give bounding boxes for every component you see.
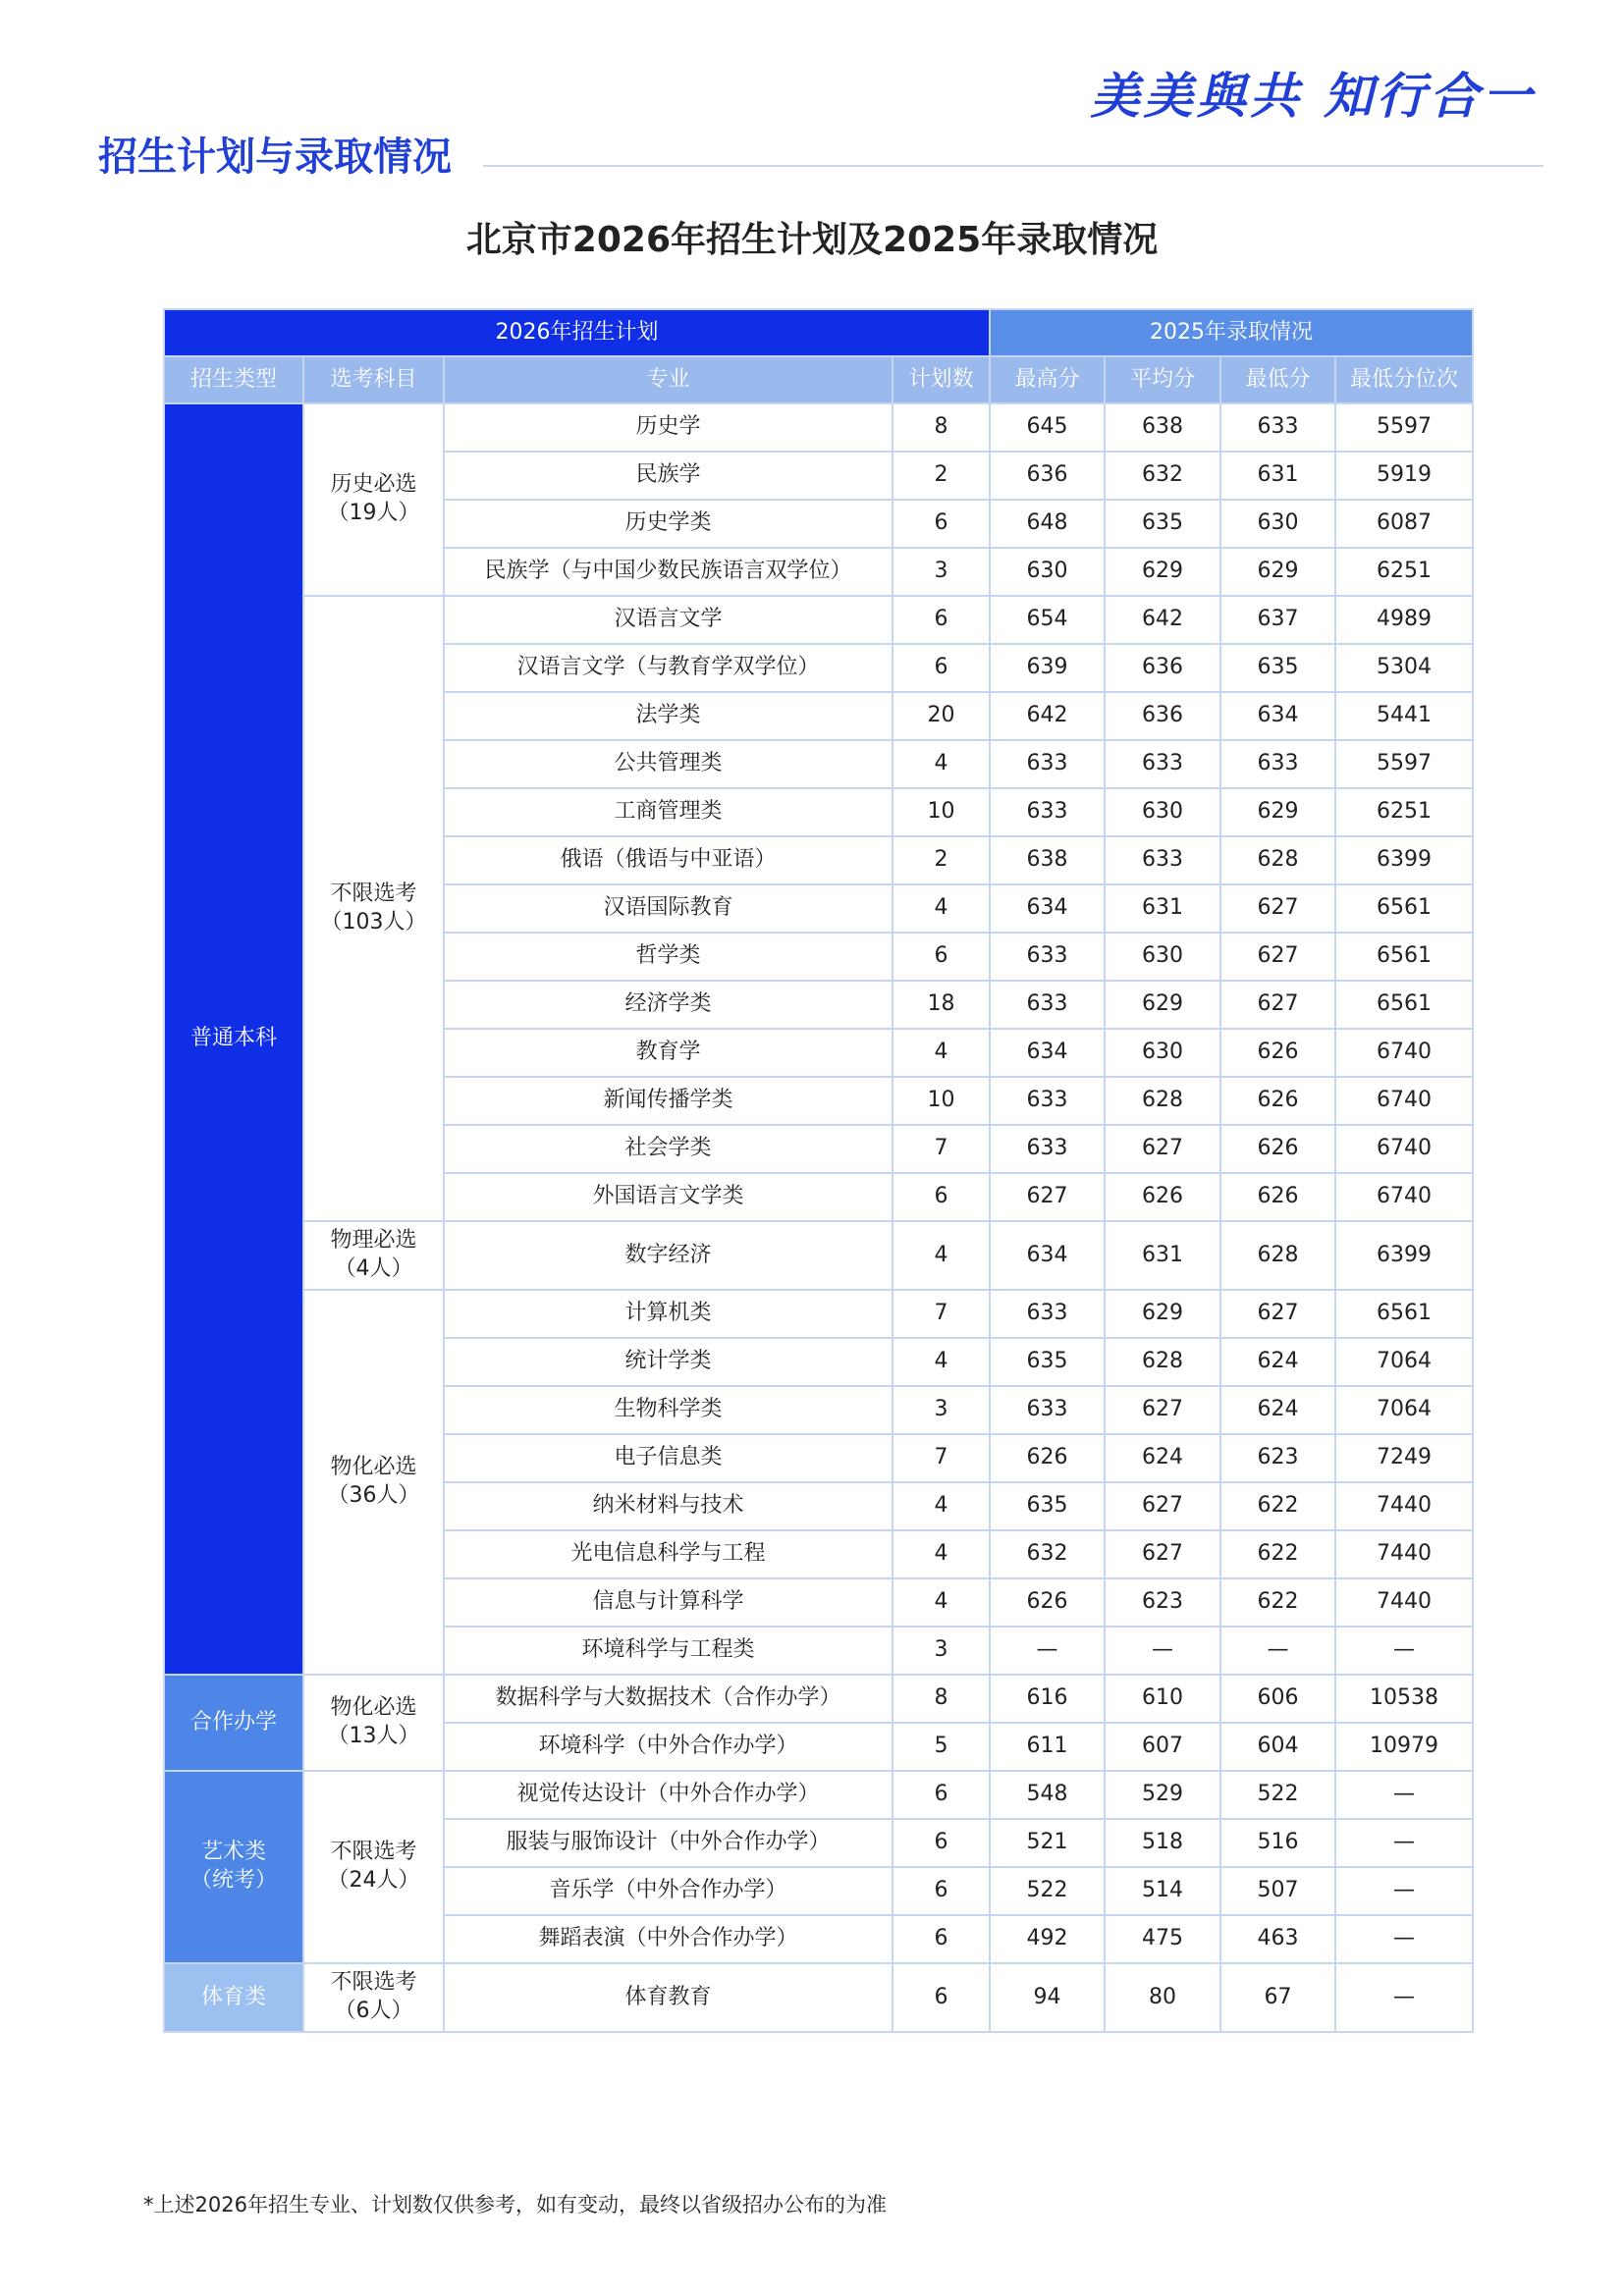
result-group-header: 2025年录取情况 [990, 309, 1473, 356]
avg-score-cell: 631 [1105, 1221, 1220, 1290]
plan-count-cell: 6 [893, 644, 990, 692]
plan-count-cell: 3 [893, 1386, 990, 1434]
min-rank-cell: 5597 [1335, 740, 1473, 788]
max-score-cell: 633 [990, 740, 1105, 788]
school-motto: 美美與共 知行合一 [1090, 67, 1536, 125]
min-rank-cell: 7440 [1335, 1530, 1473, 1578]
min-score-cell: 634 [1220, 692, 1335, 740]
major-cell: 光电信息科学与工程 [444, 1530, 893, 1578]
avg-score-cell: 642 [1105, 596, 1220, 644]
min-rank-cell: 6087 [1335, 500, 1473, 548]
major-cell: 法学类 [444, 692, 893, 740]
max-score-cell: 633 [990, 1386, 1105, 1434]
plan-count-cell: 4 [893, 1221, 990, 1290]
major-cell: 统计学类 [444, 1338, 893, 1386]
max-score-cell: 635 [990, 1338, 1105, 1386]
min-rank-cell: — [1335, 1819, 1473, 1867]
min-score-cell: 624 [1220, 1338, 1335, 1386]
max-score-cell: 648 [990, 500, 1105, 548]
column-header: 最高分 [990, 356, 1105, 403]
table-row [164, 1771, 1473, 1819]
min-rank-cell: 7064 [1335, 1338, 1473, 1386]
min-score-cell: 507 [1220, 1867, 1335, 1915]
min-rank-cell: 5304 [1335, 644, 1473, 692]
plan-count-cell: 8 [893, 403, 990, 452]
table-row [164, 1963, 1473, 2032]
min-score-cell: 604 [1220, 1723, 1335, 1771]
plan-count-cell: 4 [893, 1338, 990, 1386]
min-score-cell: 627 [1220, 884, 1335, 933]
min-score-cell: 627 [1220, 981, 1335, 1029]
table-row [164, 403, 1473, 452]
category-cell: 普通本科 [164, 403, 303, 1675]
avg-score-cell: 629 [1105, 1290, 1220, 1338]
min-score-cell: 630 [1220, 500, 1335, 548]
max-score-cell: 633 [990, 981, 1105, 1029]
min-rank-cell: 7249 [1335, 1434, 1473, 1482]
avg-score-cell: 610 [1105, 1675, 1220, 1723]
major-cell: 公共管理类 [444, 740, 893, 788]
plan-count-cell: 6 [893, 1819, 990, 1867]
min-score-cell: — [1220, 1627, 1335, 1675]
table-body [164, 403, 1473, 2032]
max-score-cell: 633 [990, 1125, 1105, 1173]
min-rank-cell: — [1335, 1771, 1473, 1819]
min-score-cell: 633 [1220, 740, 1335, 788]
subject-cell: 物化必选 （36人） [303, 1290, 444, 1675]
avg-score-cell: 633 [1105, 836, 1220, 884]
min-score-cell: 622 [1220, 1482, 1335, 1530]
avg-score-cell: 475 [1105, 1915, 1220, 1963]
major-cell: 工商管理类 [444, 788, 893, 836]
column-header: 招生类型 [164, 356, 303, 403]
max-score-cell: 611 [990, 1723, 1105, 1771]
min-rank-cell: 4989 [1335, 596, 1473, 644]
avg-score-cell: 626 [1105, 1173, 1220, 1221]
avg-score-cell: 629 [1105, 548, 1220, 596]
avg-score-cell: 629 [1105, 981, 1220, 1029]
min-rank-cell: 6561 [1335, 884, 1473, 933]
min-rank-cell: 6561 [1335, 933, 1473, 981]
max-score-cell: 654 [990, 596, 1105, 644]
max-score-cell: 616 [990, 1675, 1105, 1723]
major-cell: 视觉传达设计（中外合作办学） [444, 1771, 893, 1819]
min-score-cell: 624 [1220, 1386, 1335, 1434]
max-score-cell: 548 [990, 1771, 1105, 1819]
plan-count-cell: 6 [893, 596, 990, 644]
min-score-cell: 631 [1220, 452, 1335, 500]
min-score-cell: 622 [1220, 1578, 1335, 1627]
plan-count-cell: 6 [893, 1963, 990, 2032]
max-score-cell: 633 [990, 788, 1105, 836]
plan-count-cell: 4 [893, 1029, 990, 1077]
min-score-cell: 626 [1220, 1029, 1335, 1077]
plan-count-cell: 8 [893, 1675, 990, 1723]
major-cell: 历史学类 [444, 500, 893, 548]
min-rank-cell: 5441 [1335, 692, 1473, 740]
major-cell: 数字经济 [444, 1221, 893, 1290]
table-row [164, 596, 1473, 644]
major-cell: 历史学 [444, 403, 893, 452]
min-score-cell: 626 [1220, 1173, 1335, 1221]
max-score-cell: 638 [990, 836, 1105, 884]
admission-table [163, 308, 1474, 2033]
min-rank-cell: 6561 [1335, 1290, 1473, 1338]
avg-score-cell: 638 [1105, 403, 1220, 452]
major-cell: 社会学类 [444, 1125, 893, 1173]
min-score-cell: 522 [1220, 1771, 1335, 1819]
major-cell: 计算机类 [444, 1290, 893, 1338]
avg-score-cell: 636 [1105, 692, 1220, 740]
max-score-cell: 626 [990, 1434, 1105, 1482]
avg-score-cell: 633 [1105, 740, 1220, 788]
major-cell: 新闻传播学类 [444, 1077, 893, 1125]
major-cell: 民族学（与中国少数民族语言双学位） [444, 548, 893, 596]
max-score-cell: 630 [990, 548, 1105, 596]
plan-count-cell: 5 [893, 1723, 990, 1771]
min-rank-cell: — [1335, 1867, 1473, 1915]
max-score-cell: 632 [990, 1530, 1105, 1578]
min-score-cell: 626 [1220, 1125, 1335, 1173]
category-cell: 体育类 [164, 1963, 303, 2032]
plan-count-cell: 6 [893, 500, 990, 548]
plan-count-cell: 4 [893, 1482, 990, 1530]
avg-score-cell: 623 [1105, 1578, 1220, 1627]
major-cell: 经济学类 [444, 981, 893, 1029]
avg-score-cell: 627 [1105, 1386, 1220, 1434]
min-score-cell: 606 [1220, 1675, 1335, 1723]
min-rank-cell: 7064 [1335, 1386, 1473, 1434]
min-rank-cell: 5597 [1335, 403, 1473, 452]
max-score-cell: 635 [990, 1482, 1105, 1530]
major-cell: 民族学 [444, 452, 893, 500]
min-score-cell: 622 [1220, 1530, 1335, 1578]
max-score-cell: 642 [990, 692, 1105, 740]
plan-count-cell: 4 [893, 1578, 990, 1627]
subject-cell: 物化必选 （13人） [303, 1675, 444, 1771]
major-cell: 电子信息类 [444, 1434, 893, 1482]
column-header: 平均分 [1105, 356, 1220, 403]
major-cell: 服装与服饰设计（中外合作办学） [444, 1819, 893, 1867]
major-cell: 汉语国际教育 [444, 884, 893, 933]
avg-score-cell: 630 [1105, 933, 1220, 981]
max-score-cell: 633 [990, 1290, 1105, 1338]
plan-count-cell: 7 [893, 1434, 990, 1482]
major-cell: 教育学 [444, 1029, 893, 1077]
max-score-cell: 633 [990, 933, 1105, 981]
max-score-cell: 634 [990, 884, 1105, 933]
max-score-cell: 94 [990, 1963, 1105, 2032]
min-rank-cell: 7440 [1335, 1578, 1473, 1627]
max-score-cell: 645 [990, 403, 1105, 452]
column-header: 计划数 [893, 356, 990, 403]
avg-score-cell: 632 [1105, 452, 1220, 500]
subject-cell: 物理必选 （4人） [303, 1221, 444, 1290]
max-score-cell: 634 [990, 1221, 1105, 1290]
plan-count-cell: 4 [893, 1530, 990, 1578]
avg-score-cell: — [1105, 1627, 1220, 1675]
min-rank-cell: 6399 [1335, 836, 1473, 884]
avg-score-cell: 624 [1105, 1434, 1220, 1482]
avg-score-cell: 80 [1105, 1963, 1220, 2032]
plan-count-cell: 7 [893, 1125, 990, 1173]
min-rank-cell: 10538 [1335, 1675, 1473, 1723]
table-row [164, 1290, 1473, 1338]
plan-count-cell: 3 [893, 548, 990, 596]
category-cell: 合作办学 [164, 1675, 303, 1771]
major-cell: 汉语言文学 [444, 596, 893, 644]
major-cell: 俄语（俄语与中亚语） [444, 836, 893, 884]
major-cell: 信息与计算科学 [444, 1578, 893, 1627]
group-header-row [164, 309, 1473, 356]
min-score-cell: 463 [1220, 1915, 1335, 1963]
column-header: 选考科目 [303, 356, 444, 403]
max-score-cell: 492 [990, 1915, 1105, 1963]
min-rank-cell: 5919 [1335, 452, 1473, 500]
plan-count-cell: 6 [893, 1771, 990, 1819]
plan-count-cell: 2 [893, 452, 990, 500]
min-score-cell: 637 [1220, 596, 1335, 644]
avg-score-cell: 630 [1105, 1029, 1220, 1077]
section-divider [483, 165, 1543, 167]
min-rank-cell: 7440 [1335, 1482, 1473, 1530]
plan-count-cell: 20 [893, 692, 990, 740]
avg-score-cell: 514 [1105, 1867, 1220, 1915]
avg-score-cell: 529 [1105, 1771, 1220, 1819]
min-score-cell: 629 [1220, 788, 1335, 836]
major-cell: 哲学类 [444, 933, 893, 981]
min-score-cell: 628 [1220, 1221, 1335, 1290]
min-score-cell: 627 [1220, 1290, 1335, 1338]
subject-cell: 不限选考 （103人） [303, 596, 444, 1221]
avg-score-cell: 607 [1105, 1723, 1220, 1771]
min-score-cell: 626 [1220, 1077, 1335, 1125]
min-rank-cell: — [1335, 1963, 1473, 2032]
min-score-cell: 635 [1220, 644, 1335, 692]
major-cell: 汉语言文学（与教育学双学位） [444, 644, 893, 692]
plan-count-cell: 6 [893, 1867, 990, 1915]
min-rank-cell: — [1335, 1915, 1473, 1963]
major-cell: 环境科学（中外合作办学） [444, 1723, 893, 1771]
min-rank-cell: 6251 [1335, 548, 1473, 596]
min-score-cell: 623 [1220, 1434, 1335, 1482]
min-score-cell: 67 [1220, 1963, 1335, 2032]
min-score-cell: 516 [1220, 1819, 1335, 1867]
major-cell: 体育教育 [444, 1963, 893, 2032]
max-score-cell: 522 [990, 1867, 1105, 1915]
avg-score-cell: 627 [1105, 1482, 1220, 1530]
avg-score-cell: 628 [1105, 1338, 1220, 1386]
major-cell: 环境科学与工程类 [444, 1627, 893, 1675]
subject-cell: 不限选考 （24人） [303, 1771, 444, 1963]
min-rank-cell: 6740 [1335, 1125, 1473, 1173]
max-score-cell: 634 [990, 1029, 1105, 1077]
min-rank-cell: 6399 [1335, 1221, 1473, 1290]
max-score-cell: 633 [990, 1077, 1105, 1125]
plan-count-cell: 6 [893, 1173, 990, 1221]
avg-score-cell: 631 [1105, 884, 1220, 933]
major-cell: 音乐学（中外合作办学） [444, 1867, 893, 1915]
major-cell: 外国语言文学类 [444, 1173, 893, 1221]
min-score-cell: 629 [1220, 548, 1335, 596]
min-rank-cell: 6251 [1335, 788, 1473, 836]
plan-count-cell: 10 [893, 788, 990, 836]
footnote: *上述2026年招生专业、计划数仅供参考，如有变动，最终以省级招办公布的为准 [143, 2193, 887, 2216]
table-row [164, 1221, 1473, 1290]
max-score-cell: 639 [990, 644, 1105, 692]
plan-count-cell: 18 [893, 981, 990, 1029]
plan-group-header: 2026年招生计划 [164, 309, 990, 356]
plan-count-cell: 7 [893, 1290, 990, 1338]
major-cell: 纳米材料与技术 [444, 1482, 893, 1530]
major-cell: 舞蹈表演（中外合作办学） [444, 1915, 893, 1963]
plan-count-cell: 3 [893, 1627, 990, 1675]
min-score-cell: 627 [1220, 933, 1335, 981]
subject-cell: 历史必选 （19人） [303, 403, 444, 596]
avg-score-cell: 627 [1105, 1125, 1220, 1173]
avg-score-cell: 635 [1105, 500, 1220, 548]
plan-count-cell: 6 [893, 1915, 990, 1963]
major-cell: 数据科学与大数据技术（合作办学） [444, 1675, 893, 1723]
document-title: 北京市2026年招生计划及2025年录取情况 [465, 220, 1159, 260]
avg-score-cell: 518 [1105, 1819, 1220, 1867]
max-score-cell: 636 [990, 452, 1105, 500]
plan-count-cell: 2 [893, 836, 990, 884]
column-header-row [164, 356, 1473, 403]
min-score-cell: 628 [1220, 836, 1335, 884]
min-score-cell: 633 [1220, 403, 1335, 452]
min-rank-cell: 6740 [1335, 1077, 1473, 1125]
max-score-cell: 627 [990, 1173, 1105, 1221]
avg-score-cell: 636 [1105, 644, 1220, 692]
avg-score-cell: 628 [1105, 1077, 1220, 1125]
column-header: 最低分位次 [1335, 356, 1473, 403]
column-header: 最低分 [1220, 356, 1335, 403]
min-rank-cell: 10979 [1335, 1723, 1473, 1771]
plan-count-cell: 4 [893, 740, 990, 788]
category-cell: 艺术类 （统考） [164, 1771, 303, 1963]
min-rank-cell: — [1335, 1627, 1473, 1675]
plan-count-cell: 6 [893, 933, 990, 981]
plan-count-cell: 10 [893, 1077, 990, 1125]
plan-count-cell: 4 [893, 884, 990, 933]
min-rank-cell: 6740 [1335, 1029, 1473, 1077]
max-score-cell: — [990, 1627, 1105, 1675]
section-title: 招生计划与录取情况 [98, 134, 452, 180]
avg-score-cell: 627 [1105, 1530, 1220, 1578]
max-score-cell: 626 [990, 1578, 1105, 1627]
max-score-cell: 521 [990, 1819, 1105, 1867]
column-header: 专业 [444, 356, 893, 403]
min-rank-cell: 6740 [1335, 1173, 1473, 1221]
avg-score-cell: 630 [1105, 788, 1220, 836]
min-rank-cell: 6561 [1335, 981, 1473, 1029]
subject-cell: 不限选考 （6人） [303, 1963, 444, 2032]
table-row [164, 1675, 1473, 1723]
major-cell: 生物科学类 [444, 1386, 893, 1434]
